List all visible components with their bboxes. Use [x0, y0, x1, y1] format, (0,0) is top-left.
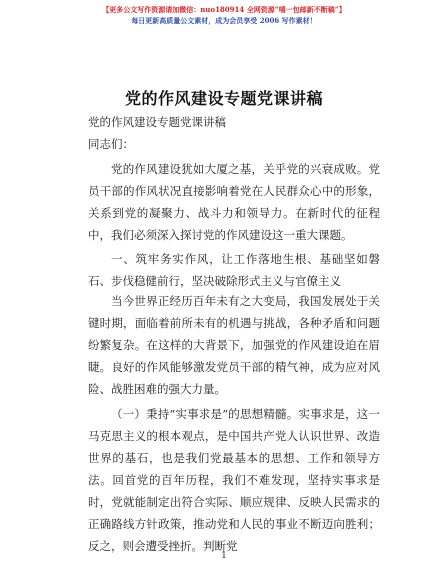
page-number: 1 [221, 551, 227, 561]
section-heading-1: 一、筑牢务实作风，让工作落地生根、基础坚如磐石、步伐稳健前行，坚决破除形式主义与官僚主义 [88, 252, 380, 288]
paragraph-context: 当今世界正经历百年未有之大变局，我国发展处于关键时期，面临着前所未有的机遇与挑战，各种矛盾和问题纷繁复杂。在这样的大背景下，加强党的作风建设迫在眉睫。良好的作风能够激发党员干部的精气神，成为应对风险、战胜困难的强大力量。 [88, 294, 380, 396]
salutation: 同志们： [88, 137, 134, 151]
document-title: 党的作风建设专题党课讲稿 [124, 89, 323, 108]
paragraph-seeking-truth: （一）秉持“实事求是”的思想精髓。实事求是，这一马克思主义的根本观点，是中国共产党人认识世界、改造世界的基石，也是我们党最基本的思想、工作和领导方法。回首党的百年历程，我们不难发现，坚持实事求是时，党就能制定出符合实际、顺应规律、反映人民需求的正确路线方针政策，推动党和人民的事业不断迈向胜利；反之，则会遭受挫折。判断党 [88, 407, 380, 553]
promo-banner-line-1[interactable]: 【更多公文写作资源请加微信：nuo180914 全网资源“嘻一包邮新不断稿”】 [102, 5, 346, 14]
promo-banner-line-2[interactable]: 每日更新高质量公文素材，成为会员享受 2006 写作素材！ [131, 16, 317, 25]
document-subtitle: 党的作风建设专题党课讲稿 [88, 115, 226, 129]
paragraph-intro: 党的作风建设犹如大厦之基，关乎党的兴衰成败。党员干部的作风状况直接影响着党在人民群众心中的形象，关系到党的凝聚力、战斗力和领导力。在新时代的征程中，我们必须深入探讨党的作风建设这一重大课题。 [88, 162, 380, 242]
